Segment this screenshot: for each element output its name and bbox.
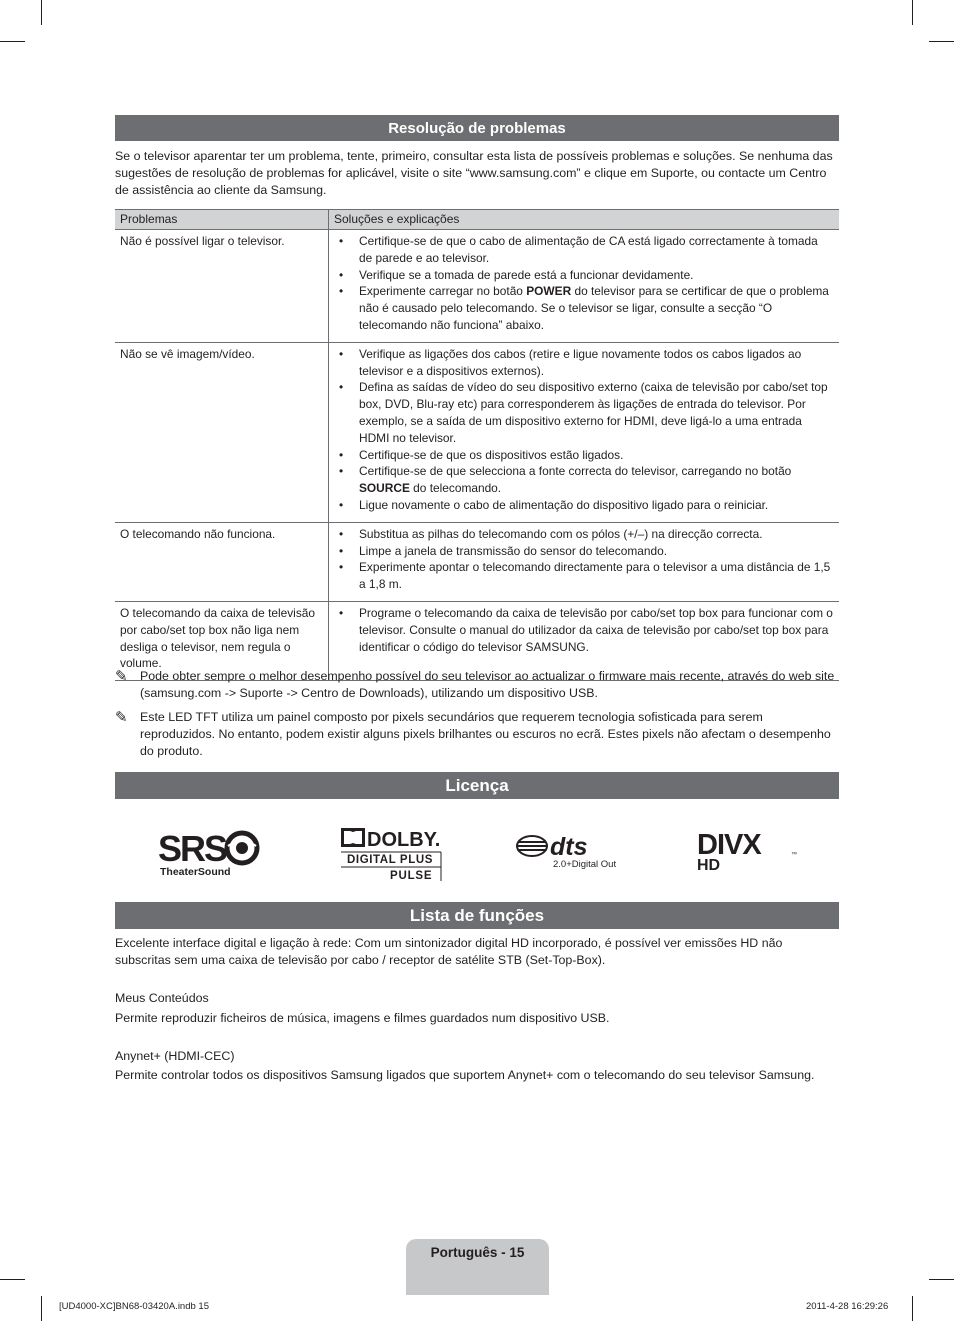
solution-item: • Certifique-se de que o cabo de alimentação de CA está ligado correctamente à tomada de parede e ao televisor. xyxy=(339,233,834,267)
solutions-cell xyxy=(329,342,840,522)
crop-mark xyxy=(41,1296,42,1321)
table-header-row xyxy=(115,210,839,230)
solution-item: • Programe o telecomando da caixa de televisão por cabo/set top box para funcionar com o televisor. Consulte o manual do utilizador da caixa de televisão por cabo/set top box para identificar o código do televisor SAMSUNG. xyxy=(339,605,834,655)
dolby-logo-line1: DIGITAL PLUS xyxy=(347,854,433,866)
crop-mark xyxy=(0,1279,25,1280)
note-text: Este LED TFT utiliza um painel composto por pixels secundários que requerem tecnologia sofisticada para serem reproduzidos. No entanto, podem existir alguns pixels brilhantes ou escuros no ecrã. Estes pixels não afectam o desempenho do produto. xyxy=(140,710,831,758)
section-title-features: Lista de funções xyxy=(115,902,839,929)
table-row xyxy=(115,230,839,343)
troubleshooting-table xyxy=(115,209,839,681)
srs-theatersound-logo xyxy=(158,828,262,878)
feature-description: Permite reproduzir ficheiros de música, imagens e filmes guardados num dispositivo USB. xyxy=(115,1011,610,1025)
feature-title: Anynet+ (HDMI-CEC) xyxy=(115,1049,235,1063)
solution-item: • Verifique as ligações dos cabos (retire e ligue novamente todos os cabos ligados ao televisor e a dispositivos externos). xyxy=(339,346,834,380)
column-header-solutions: Soluções e explicações xyxy=(329,210,840,230)
troubleshooting-intro: Se o televisor aparentar ter um problema, tente, primeiro, consultar esta lista de possíveis problemas e soluções. Se nenhuma das sugestões de resolução de problemas for aplicável, visite o site “www.samsung.com” e clique em Suporte, ou contacte um Centro de assistência ao cliente da Samsung. xyxy=(115,149,833,197)
solutions-cell xyxy=(329,522,840,601)
table-row xyxy=(115,342,839,522)
print-timestamp: 2011-4-28 16:29:26 xyxy=(806,1301,889,1312)
section-title-troubleshooting: Resolução de problemas xyxy=(115,115,839,141)
problem-cell: Não é possível ligar o televisor. xyxy=(115,230,329,343)
solutions-list xyxy=(339,346,834,514)
table-row xyxy=(115,522,839,601)
solution-item: • Experimente apontar o telecomando directamente para o televisor a uma distância de 1,5 a 1,8 m. xyxy=(339,559,834,593)
dts-digital-out-logo xyxy=(516,832,622,872)
solution-item: • Experimente carregar no botão POWER do televisor para se certificar de que o problema não é causado pelo telecomando. Se o televisor se ligar, consulte a secção “O telecomando não funciona” abaixo. xyxy=(339,283,834,333)
solution-item: • Substitua as pilhas do telecomando com os pólos (+/–) na direcção correcta. xyxy=(339,526,834,543)
problem-cell: Não se vê imagem/vídeo. xyxy=(115,342,329,522)
solutions-list xyxy=(339,233,834,334)
column-header-problems: Problemas xyxy=(115,210,329,230)
note xyxy=(115,668,839,702)
dts-logo-subtext: 2.0+Digital Out xyxy=(553,859,617,870)
solutions-list xyxy=(339,526,834,593)
solution-item: • Limpe a janela de transmissão do sensor do telecomando. xyxy=(339,543,834,560)
page-number-label: Português - 15 xyxy=(430,1245,525,1260)
pencil-note-icon: ✎ xyxy=(115,668,128,685)
section-title-license: Licença xyxy=(115,772,839,799)
solutions-list xyxy=(339,605,834,655)
solution-item: • Certifique-se de que os dispositivos estão ligados. xyxy=(339,447,834,464)
srs-logo-text: SRS xyxy=(158,828,227,869)
crop-mark xyxy=(929,41,954,42)
dolby-logo-text: DOLBY. xyxy=(367,829,441,851)
crop-mark xyxy=(912,1296,913,1321)
solution-item: • Defina as saídas de vídeo do seu dispositivo externo (caixa de televisão por cabo/set top box, DVD, Blu-ray etc) para corresponderem às ligações de entrada do televisor. Por exemplo, se a saída de um dispositivo externo for HDMI, deve ligá-lo a uma entrada HDMI no televisor. xyxy=(339,379,834,446)
divx-hd-logo xyxy=(697,828,799,872)
note xyxy=(115,709,839,760)
dts-logo-text: dts xyxy=(550,833,588,861)
srs-logo-subtext: TheaterSound xyxy=(160,866,231,878)
dolby-logo-line2: PULSE xyxy=(390,870,433,882)
problem-cell: O telecomando da caixa de televisão por cabo/set top box não liga nem desliga o televisor, nem regula o volume. xyxy=(115,601,329,680)
dolby-digital-plus-pulse-logo xyxy=(340,826,444,882)
crop-mark xyxy=(0,41,25,42)
feature-description: Permite controlar todos os dispositivos Samsung ligados que suportem Anynet+ com o telecomando do seu televisor Samsung. xyxy=(115,1068,815,1082)
crop-mark xyxy=(929,1279,954,1280)
features-intro: Excelente interface digital e ligação à rede: Com um sintonizador digital HD incorporado, é possível ver emissões HD não subscritas sem uma caixa de televisão por cabo / receptor de satélite STB (Set-Top-Box). xyxy=(115,936,783,967)
divx-logo-trademark: ™ xyxy=(791,852,797,858)
note-text: Pode obter sempre o melhor desempenho possível do seu televisor ao actualizar o firmware mais recente, através do web site (samsung.com -> Suporte -> Centro de Downloads), utilizando um dispositivo USB. xyxy=(140,669,835,700)
print-file-info: [UD4000-XC]BN68-03420A.indb 15 xyxy=(59,1301,209,1312)
solution-item: • Certifique-se de que selecciona a fonte correcta do televisor, carregando no botão SOURCE do telecomando. xyxy=(339,463,834,497)
crop-mark xyxy=(41,0,42,25)
feature-title: Meus Conteúdos xyxy=(115,991,209,1005)
solution-item: • Ligue novamente o cabo de alimentação do dispositivo ligado para o reiniciar. xyxy=(339,497,834,514)
problem-cell: O telecomando não funciona. xyxy=(115,522,329,601)
divx-logo-text: DIVX xyxy=(697,829,761,861)
solutions-cell xyxy=(329,230,840,343)
crop-mark xyxy=(912,0,913,25)
solution-item: • Verifique se a tomada de parede está a funcionar devidamente. xyxy=(339,267,834,284)
divx-logo-subtext: HD xyxy=(697,857,721,872)
pencil-note-icon: ✎ xyxy=(115,709,128,726)
